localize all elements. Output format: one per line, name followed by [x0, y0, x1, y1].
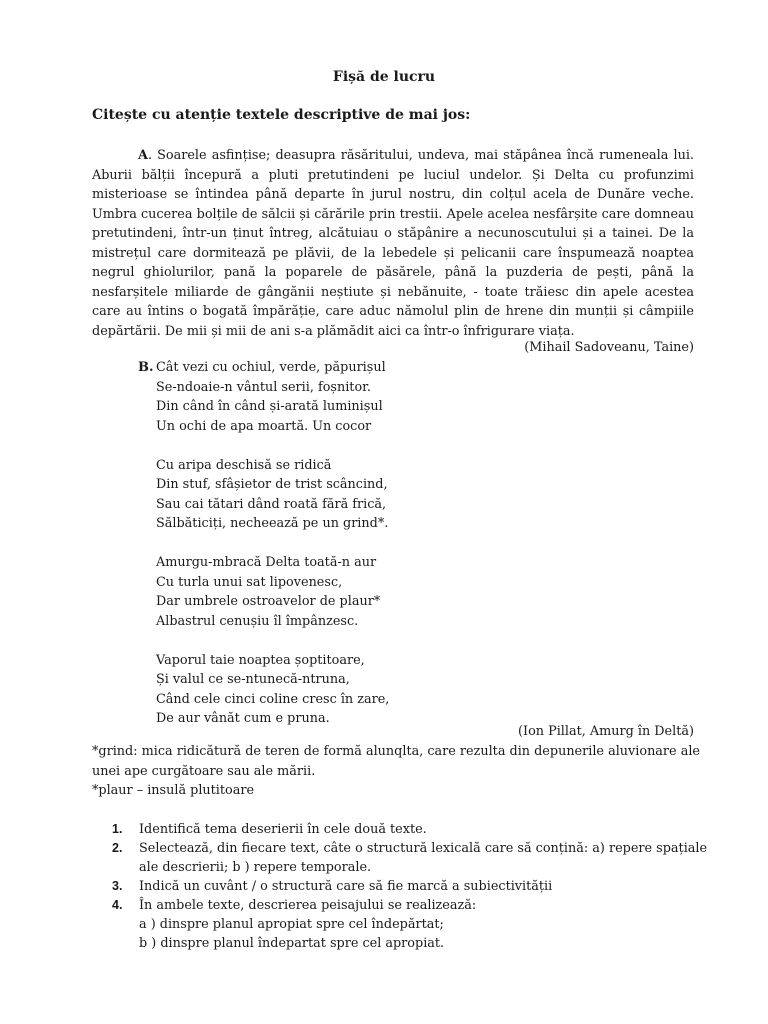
- poem-line: Sau cai tătari dând roată fără frică,: [156, 496, 387, 512]
- text-b-poem: [156, 358, 576, 748]
- poem-stanza: [156, 456, 576, 534]
- poem-stanza: [156, 651, 576, 729]
- text-a-body: . Soarele asfințise; deasupra răsăritului, undeva, mai stăpânea încă rumeneala lui. Aburii bălții începură a pluti pretutindeni pe luciul undelor. Și Delta cu profunzimi misterioase se întindea până departe în jurul nostru, din colțul acela de Dunăre veche. Umbra cucerea bolțile de sălcii și cărările prin trestii. Apele acelea nesfârșite care domneau pretutindeni, într-un ținut întreg, alcătuiau o stăpânire a necunoscutului și a tainei. De la mistrețul care dormitează pe plăvii, de la lebedele și pelicanii care înspumează noaptea negrul ghiolurilor, pană la poparele de păsărele, până la puzderia de pești, până la nesfarșitele miliarde de gângănii neștiute și nebănuite, - toate trăiesc din apele acestea care au întins o bogată împărăție, care aduc nămolul plin de hrene din munții și câmpiile depărtării. De mii și mii de ani s-a plămădit aici ca într-o înfrigurare viața.: [92, 148, 694, 339]
- poem-line: Cu turla unui sat lipovenesc,: [156, 574, 343, 590]
- poem-stanza: [156, 553, 576, 631]
- question-number: 4.: [112, 898, 123, 912]
- question-item: [112, 896, 712, 953]
- question-number: 3.: [112, 879, 123, 893]
- text-b-source: (Ion Pillat, Amurg în Deltă): [518, 724, 694, 739]
- poem-line: Când cele cinci coline cresc în zare,: [156, 691, 390, 707]
- question-text: Selectează, din fiecare text, câte o structură lexicală care să conțină: a) repere spațiale ale descrierii; b ) repere temporale.: [139, 841, 708, 875]
- text-b-label: B.: [138, 360, 154, 375]
- poem-line: Se-ndoaie-n vântul serii, foșnitor.: [156, 379, 371, 395]
- poem-line: Vaporul taie noaptea șoptitoare,: [156, 652, 365, 668]
- question-text: Identifică tema deserierii în cele două texte.: [139, 822, 427, 837]
- question-item: [112, 839, 712, 877]
- question-number: 2.: [112, 841, 123, 855]
- question-number: 1.: [112, 822, 123, 836]
- question-list: [112, 820, 712, 953]
- footnote-plaur: *plaur – insulă plutitoare: [92, 783, 255, 798]
- poem-line: Cât vezi cu ochiul, verde, păpurișul: [156, 360, 386, 375]
- page-title: Fișă de lucru: [332, 69, 436, 85]
- poem-line: Din când în când și-arată luminișul: [156, 399, 383, 414]
- question-option-b: b ) dinspre planul îndepartat spre cel apropiat.: [139, 936, 445, 951]
- text-a-paragraph: [92, 146, 694, 341]
- poem-line: Din stuf, sfâșietor de trist scâncind,: [156, 477, 388, 492]
- question-item: [112, 877, 712, 896]
- footnotes: [92, 742, 702, 801]
- poem-line: Amurgu-mbracă Delta toată-n aur: [156, 555, 377, 570]
- poem-line: Albastrul cenușiu îl împânzesc.: [156, 613, 359, 629]
- poem-line: Cu aripa deschisă se ridică: [156, 457, 332, 473]
- poem-stanza: [156, 358, 576, 436]
- question-item: [112, 820, 712, 839]
- poem-line: De aur vânăt cum e pruna.: [156, 711, 330, 726]
- text-a-source: (Mihail Sadoveanu, Taine): [524, 340, 694, 355]
- footnote-grind: *grind: mica ridicătură de teren de formă alunqlta, care rezulta din depunerile aluvionare ale unei ape curgătoare sau ale mării.: [92, 744, 700, 779]
- poem-line: Și valul ce se-ntunecă-ntruna,: [156, 672, 350, 687]
- question-option-a: a ) dinspre planul apropiat spre cel îndepărtat;: [139, 917, 444, 932]
- poem-line: Dar umbrele ostroavelor de plaur*: [156, 594, 381, 609]
- instruction-heading: Citește cu atenție textele descriptive de mai jos:: [92, 107, 471, 123]
- text-a-label: A: [138, 148, 148, 163]
- poem-line: Un ochi de apa moartă. Un cocor: [156, 418, 372, 434]
- poem-line: Sălbăticiți, necheează pe un grind*.: [156, 516, 389, 531]
- question-text: În ambele texte, descrierea peisajului se realizează:: [139, 898, 477, 913]
- question-text: Indică un cuvânt / o structură care să fie marcă a subiectivității: [139, 879, 553, 894]
